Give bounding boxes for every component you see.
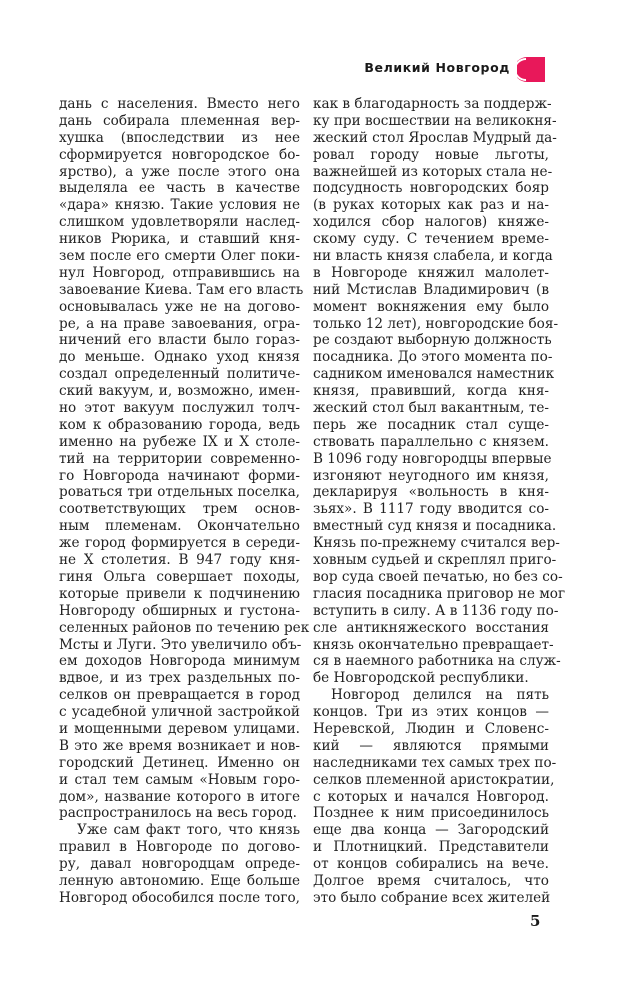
text-line: селков он превращается в город — [59, 687, 300, 704]
text-line: ников Рюрика, и ставший кня- — [59, 231, 300, 248]
text-line: ний Мстислав Владимирович (в — [313, 281, 549, 298]
text-line: князя, правивший, когда кня- — [313, 383, 549, 400]
text-line: ленную автономию. Еще больше — [59, 872, 300, 889]
text-line: кий — являются прямыми — [313, 737, 549, 754]
text-line: же город формируется в середи- — [59, 535, 300, 552]
text-line: с усадебной уличной застройкой — [59, 704, 300, 721]
text-line: сле антикняжеского восстания — [313, 619, 549, 636]
text-line: Новгород делился на пять — [331, 687, 549, 704]
text-line: ский вакуум, и, возможно, имен- — [59, 383, 300, 400]
text-line: дань собирала племенная вер- — [59, 112, 300, 129]
text-line: сформируется новгородское бо- — [59, 146, 300, 163]
text-line: вместный суд князя и посадника. — [313, 518, 557, 535]
text-line: декларируя «вольность в кня- — [313, 484, 549, 501]
text-line: тий на территории современно- — [59, 450, 300, 467]
text-line: и Плотницкий. Представители — [313, 839, 549, 856]
text-line: наследниками тех самых трех по- — [313, 754, 557, 771]
text-line: но этот вакуум послужил толч- — [59, 400, 300, 417]
text-line: это было собрание всех жителей — [313, 889, 551, 906]
text-line: ре, а на праве завоевания, огра- — [59, 315, 300, 332]
text-line: момент вокняжения ему было — [313, 298, 549, 315]
text-line: селенных районов по течению рек — [59, 619, 310, 636]
text-line: ни власть князя слабела, и когда — [313, 248, 553, 265]
text-line: посадника. До этого момента по- — [313, 349, 553, 366]
text-line: Позднее к ним присоединилось — [313, 805, 549, 822]
text-line: соответствующих трем основ- — [59, 501, 300, 518]
text-line: ру, давал новгородцам опреде- — [59, 856, 300, 873]
text-line: вор суда своей печатью, но без со- — [313, 568, 563, 585]
text-line: именно на рубеже IX и X столе- — [59, 433, 300, 450]
text-line: ничений его власти было гораз- — [59, 332, 300, 349]
text-line: В это же время возникает и нов- — [59, 737, 300, 754]
text-line: Новгород обособился после того, — [59, 889, 300, 906]
text-line: и мощенными деревом улицами. — [59, 720, 300, 737]
text-line: в Новгороде княжил малолет- — [313, 264, 549, 281]
text-line: от концов собирались на вече. — [313, 856, 549, 873]
text-line: вступить в силу. А в 1136 году по- — [313, 602, 559, 619]
text-line: выделяла ее часть в качестве — [59, 180, 300, 197]
text-line: дом», название которого в итоге — [59, 788, 300, 805]
text-line: го Новгорода начинают форми- — [59, 467, 300, 484]
text-line: концов. Три из этих концов — — [313, 704, 549, 721]
text-line: жеский стол Ярослав Мудрый да- — [313, 129, 557, 146]
text-line: (в руках которых как раз и на- — [313, 197, 549, 214]
text-line: важнейшей из которых стала не- — [313, 163, 553, 180]
text-line: гиня Ольга совершает походы, — [59, 568, 300, 585]
right-text-column — [313, 96, 566, 907]
text-line: ровал городу новые льготы, — [313, 146, 549, 163]
text-line: создал определенный политиче- — [59, 366, 300, 383]
text-line: изгоняют неугодного им князя, — [313, 467, 549, 484]
text-line: которые привели к подчинению — [59, 585, 300, 602]
text-line: князь окончательно превращает- — [313, 636, 554, 653]
text-line: ре создают выборную должность — [313, 332, 552, 349]
text-line: вдвое, и из трех раздельных по- — [59, 670, 300, 687]
text-line: нул Новгород, отправившись на — [59, 264, 300, 281]
left-text-column — [59, 96, 310, 907]
text-line: как в благодарность за поддерж- — [313, 96, 552, 112]
text-line: зьях». В 1117 году вводится со- — [313, 501, 549, 518]
text-line: Новгороду обширных и густона- — [59, 602, 300, 619]
text-line: с которых и начался Новгород. — [313, 788, 549, 805]
text-line: бе Новгородской республики. — [313, 670, 529, 687]
page-number: 5 — [530, 912, 541, 930]
text-line: скому суду. С течением време- — [313, 231, 549, 248]
text-line: ку при восшествии на великокня- — [313, 112, 557, 129]
text-line: роваться три отдельных поселка, — [59, 484, 300, 501]
text-line: завоевание Киева. Там его власть — [59, 281, 304, 298]
text-line: ходился сбор налогов) княже- — [313, 214, 549, 231]
text-line: слишком удовлетворяли наслед- — [59, 214, 300, 231]
text-line: В 1096 году новгородцы впервые — [313, 450, 552, 467]
text-line: жеский стол был вакантным, те- — [313, 400, 549, 417]
text-line: ствовать параллельно с князем. — [313, 433, 549, 450]
text-line: ховным судьей и скреплял приго- — [313, 552, 557, 569]
chapter-tab-marker-icon — [517, 57, 545, 82]
text-line: селков племенной аристократии, — [313, 771, 555, 788]
text-line: «дара» князю. Такие условия не — [59, 197, 300, 214]
text-line: Долгое время считалось, что — [313, 872, 549, 889]
text-line: зем после его смерти Олег поки- — [59, 248, 300, 265]
text-line: дань с населения. Вместо него — [59, 96, 300, 112]
text-line: правил в Новгороде по догово- — [59, 839, 300, 856]
text-line: еще два конца — Загородский — [313, 822, 549, 839]
text-line: ным племенам. Окончательно — [59, 518, 300, 535]
text-line: только 12 лет), новгородские боя- — [313, 315, 559, 332]
text-line: основывалась уже не на догово- — [59, 298, 300, 315]
text-line: Князь по-прежнему считался вер- — [313, 535, 560, 552]
text-line: ком к образованию города, ведь — [59, 416, 300, 433]
text-line: до меньше. Однако уход князя — [59, 349, 300, 366]
text-line: Неревской, Людин и Словенс- — [313, 720, 549, 737]
text-line: городский Детинец. Именно он — [59, 754, 300, 771]
text-line: Мсты и Луги. Это увеличило объ- — [59, 636, 302, 653]
text-line: садником именовался наместник — [313, 366, 555, 383]
text-line: ем доходов Новгорода минимум — [59, 653, 300, 670]
text-line: распространилось на весь город. — [59, 805, 297, 822]
text-line: перь же посадник стал суще- — [313, 416, 549, 433]
text-line: хушка (впоследствии из нее — [59, 129, 300, 146]
text-line: ся в наемного работника на служ- — [313, 653, 561, 670]
text-line: подсудность новгородских бояр — [313, 180, 549, 197]
running-title: Великий Новгород — [364, 60, 510, 75]
text-line: не X столетия. В 947 году кня- — [59, 552, 300, 569]
text-line: Уже сам факт того, что князь — [77, 822, 300, 839]
text-line: и стал тем самым «Новым горо- — [59, 771, 300, 788]
text-line: гласия посадника приговор не мог — [313, 585, 566, 602]
text-line: ярство), а уже после этого она — [59, 163, 300, 180]
